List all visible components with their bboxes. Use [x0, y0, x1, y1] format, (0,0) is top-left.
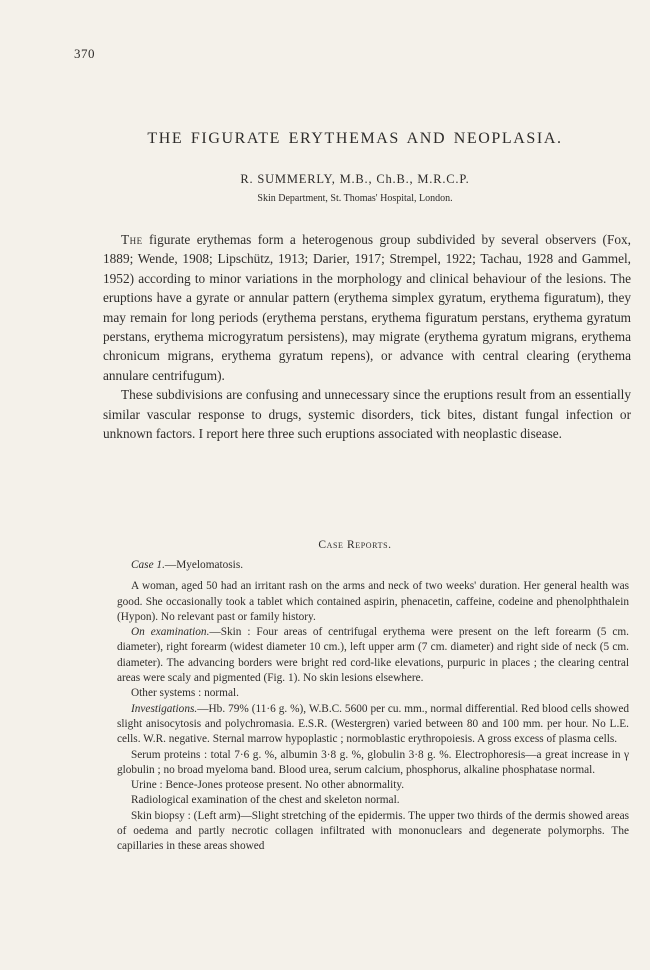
case-1-report: [117, 558, 629, 855]
examination-label: On examination.: [131, 626, 210, 639]
case-1-radiology: Radiological examination of the chest and skeleton normal.: [131, 794, 400, 807]
author-affiliation: Skin Department, St. Thomas' Hospital, London.: [257, 193, 453, 204]
case-1-urine: Urine : Bence-Jones proteose present. No other abnormality.: [131, 779, 405, 792]
case-1-other-systems: Other systems : normal.: [131, 687, 239, 700]
section-heading-case-reports: Case Reports.: [318, 539, 392, 551]
case-1-investigations: [117, 702, 629, 748]
investigations-label: Investigations.: [131, 702, 198, 715]
intro-paragraph-2: These subdivisions are confusing and unnecessary since the eruptions result from an essentially similar vascular response to drugs, systemic disorders, tick bites, distant fungal infection or unknown factors. I report here three such eruptions associated with neoplastic disease.: [103, 387, 631, 442]
case-1-history: A woman, aged 50 had an irritant rash on the arms and neck of two weeks' duration. Her general health was good. She occasionally took a tablet which contained aspirin, phenacetin, caffeine, codeine and phenolphthalein (Hypon). No relevant past or family history.: [117, 580, 629, 623]
introduction: [103, 230, 631, 443]
case-1-serum-proteins: Serum proteins : total 7·6 g. %, albumin 3·8 g. %, globulin 3·8 g. %. Electrophoresis—a great increase in γ globulin ; no broad myeloma band. Blood urea, serum calcium, phosphorus, alkaline phosphatase normal.: [117, 748, 629, 776]
case-1-skin-biopsy: Skin biopsy : (Left arm)—Slight stretching of the epidermis. The upper two thirds of the dermis showed areas of oedema and partly necrotic collagen infiltrated with mononuclears and degenerate polymorphs. The capillaries in these areas showed: [117, 809, 629, 853]
intro-paragraph-1-text: figurate erythemas form a heterogenous group subdivided by several observers (Fox, 1889; Wende, 1908; Lipschütz, 1913; Darier, 1917; Strempel, 1922; Tachau, 1928 and Gammel, 1952) according to minor variations in the morphology and clinical behaviour of the lesions. The eruptions have a gyrate or annular pattern (erythema simplex gyratum, erythema figuratum), they may remain for long periods (erythema perstans, erythema figuratum perstans, erythema gyratum perstans, erythema microgyratum persistens), may migrate (erythema gyratum migrans, erythema chronicum migrans, erythema gyratum repens), or advance with central clearing (erythema annulare centrifugum).: [103, 232, 631, 383]
intro-lead-word: The: [121, 232, 143, 247]
investigations-text: —Hb. 79% (11·6 g. %), W.B.C. 5600 per cu. mm., normal differential. Red blood cells showed slight anisocytosis and polychromasia. E.S.R. (Westergren) varied between 80 and 100 mm. per hour. No L.E. cells. W.R. negative. Sternal marrow hypoplastic ; normoblastic erythropoiesis. A gross excess of plasma cells.: [117, 702, 629, 746]
page-number: 370: [74, 46, 95, 61]
case-1-label: Case 1.: [131, 559, 165, 571]
case-1-examination: [117, 625, 629, 686]
article-title: THE FIGURATE ERYTHEMAS AND NEOPLASIA.: [147, 130, 563, 147]
case-1-diagnosis: —Myelomatosis.: [164, 559, 244, 571]
author-line: R. SUMMERLY, M.B., Ch.B., M.R.C.P.: [240, 172, 470, 186]
intro-paragraph-1: [103, 230, 631, 385]
case-1-title: [117, 558, 629, 573]
examination-text: —Skin : Four areas of centrifugal erythema were present on the left forearm (5 cm. diameter), right forearm (widest diameter 10 cm.), left upper arm (7 cm. diameter) and right side of neck (5 cm. diameter). The advancing borders were bright red cord-like elevations, purpuric in places ; the clearing central areas were scaly and pigmented (Fig. 1). No skin lesions elsewhere.: [117, 626, 629, 685]
